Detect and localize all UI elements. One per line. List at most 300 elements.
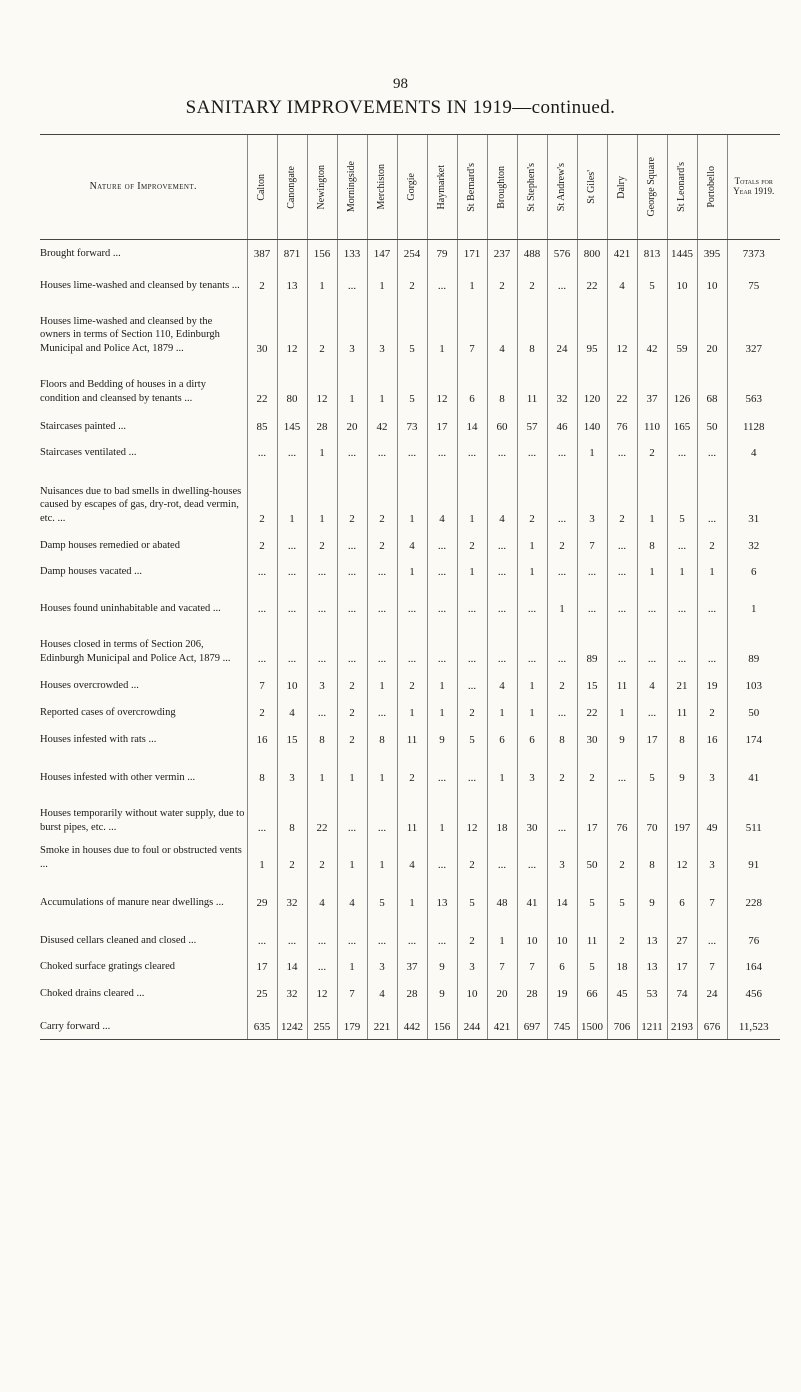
table-cell: 7 xyxy=(487,953,517,979)
row-label: Floors and Bedding of houses in a dirty condition and cleansed by tenants ... xyxy=(40,379,206,404)
table-cell: 11 xyxy=(667,698,697,725)
table-cell: 1 xyxy=(667,558,697,584)
table-cell: 46 xyxy=(547,411,577,439)
district-header-label: George Square xyxy=(646,157,658,217)
page-number: 98 xyxy=(393,76,408,92)
table-cell: 95 xyxy=(577,298,607,361)
table-cell: 110 xyxy=(637,411,667,439)
table-cell: 1 xyxy=(427,790,457,840)
table-cell: 74 xyxy=(667,979,697,1006)
table-cell: 1 xyxy=(367,840,397,877)
table-cell: 1 xyxy=(337,953,367,979)
table-cell: 13 xyxy=(637,953,667,979)
table-cell: 145 xyxy=(277,411,307,439)
table-cell: 1 xyxy=(517,671,547,698)
table-cell: 30 xyxy=(577,725,607,752)
table-cell: ... xyxy=(367,790,397,840)
table-cell: 32 xyxy=(547,361,577,411)
table-cell: 2 xyxy=(637,439,667,465)
table-cell: 8 xyxy=(667,725,697,752)
table-cell: 1 xyxy=(517,531,547,558)
table-cell: 813 xyxy=(637,240,667,266)
table-cell: 11 xyxy=(397,790,427,840)
table-cell: 5 xyxy=(457,877,487,915)
table-cell: ... xyxy=(547,621,577,671)
table-cell: ... xyxy=(487,621,517,671)
table-cell: 7 xyxy=(517,953,547,979)
table-cell: 1 xyxy=(307,465,337,531)
row-label: Houses closed in terms of Section 206, Edinburgh Municipal and Police Act, 1879 ... xyxy=(40,639,231,664)
table-cell: ... xyxy=(457,439,487,465)
table-cell: ... xyxy=(337,558,367,584)
table-cell: 16 xyxy=(247,725,277,752)
table-cell: 2 xyxy=(247,698,277,725)
table-cell: 76 xyxy=(607,411,637,439)
row-label: Houses lime-washed and cleansed by the owners in terms of Section 110, Edinburgh Municipal and Police Act, 1879 ... xyxy=(40,315,220,354)
row-total: 91 xyxy=(727,840,780,877)
table-cell: 171 xyxy=(457,240,487,266)
table-cell: 17 xyxy=(667,953,697,979)
table-cell: 1 xyxy=(427,698,457,725)
table-cell: 9 xyxy=(637,877,667,915)
table-cell: ... xyxy=(277,439,307,465)
table-cell: 237 xyxy=(487,240,517,266)
table-cell: ... xyxy=(397,915,427,953)
table-cell: ... xyxy=(607,558,637,584)
district-header-label: St Leonard's xyxy=(676,162,688,212)
table-cell: 871 xyxy=(277,240,307,266)
table-cell: 2 xyxy=(307,840,337,877)
table-cell: ... xyxy=(697,584,727,621)
table-cell: ... xyxy=(307,953,337,979)
table-cell: 5 xyxy=(667,465,697,531)
table-row xyxy=(40,439,780,465)
table-cell: 3 xyxy=(367,298,397,361)
district-header-label: Merchiston xyxy=(376,164,388,210)
table-cell: 8 xyxy=(547,725,577,752)
table-cell: 8 xyxy=(637,531,667,558)
table-cell: 2 xyxy=(247,465,277,531)
table-cell: ... xyxy=(247,584,277,621)
table-cell: 1 xyxy=(457,266,487,298)
table-cell: 156 xyxy=(307,240,337,266)
table-cell: 18 xyxy=(607,953,637,979)
table-cell: 4 xyxy=(397,840,427,877)
district-header xyxy=(247,135,277,240)
table-cell: 1 xyxy=(307,266,337,298)
table-cell: 1 xyxy=(607,698,637,725)
table-cell: 25 xyxy=(247,979,277,1006)
table-row xyxy=(40,698,780,725)
table-cell: 10 xyxy=(517,915,547,953)
table-cell: 1 xyxy=(487,752,517,790)
table-cell: ... xyxy=(667,531,697,558)
table-cell: 17 xyxy=(637,725,667,752)
table-cell: 3 xyxy=(697,840,727,877)
row-label: Houses infested with rats ... xyxy=(40,733,157,745)
table-cell: 1 xyxy=(637,465,667,531)
table-cell: ... xyxy=(517,621,547,671)
table-cell: 2 xyxy=(607,840,637,877)
table-cell: ... xyxy=(547,558,577,584)
table-cell: 1 xyxy=(337,752,367,790)
table-cell: ... xyxy=(547,439,577,465)
table-cell: 3 xyxy=(457,953,487,979)
table-row xyxy=(40,979,780,1006)
table-cell: 5 xyxy=(577,877,607,915)
table-row xyxy=(40,671,780,698)
table-cell: 10 xyxy=(457,979,487,1006)
table-row xyxy=(40,790,780,840)
table-cell: 197 xyxy=(667,790,697,840)
table-cell: 5 xyxy=(457,725,487,752)
table-cell: 387 xyxy=(247,240,277,266)
table-cell: 2 xyxy=(457,698,487,725)
table-cell: 5 xyxy=(607,877,637,915)
row-label: Houses infested with other vermin ... xyxy=(40,771,196,783)
table-cell: 70 xyxy=(637,790,667,840)
table-cell: ... xyxy=(307,558,337,584)
table-cell: 3 xyxy=(517,752,547,790)
nature-of-improvement-header: Nature of Improvement. xyxy=(40,135,247,240)
table-cell: 13 xyxy=(277,266,307,298)
table-cell: 1 xyxy=(547,584,577,621)
table-cell: 2 xyxy=(367,465,397,531)
table-cell: 2 xyxy=(577,752,607,790)
table-cell: 2 xyxy=(697,531,727,558)
table-cell: ... xyxy=(547,465,577,531)
table-cell: 2 xyxy=(337,671,367,698)
table-cell: 8 xyxy=(247,752,277,790)
table-cell: 9 xyxy=(667,752,697,790)
table-cell: ... xyxy=(697,439,727,465)
table-cell: ... xyxy=(457,584,487,621)
row-total: 174 xyxy=(727,725,780,752)
row-total: 32 xyxy=(727,531,780,558)
table-cell: 147 xyxy=(367,240,397,266)
row-label: Smoke in houses due to foul or obstructed vents ... xyxy=(40,845,242,870)
table-cell: 32 xyxy=(277,877,307,915)
table-cell: ... xyxy=(697,621,727,671)
table-cell: 11 xyxy=(517,361,547,411)
table-cell: ... xyxy=(487,840,517,877)
table-cell: 4 xyxy=(277,698,307,725)
table-cell: 421 xyxy=(487,1006,517,1040)
table-row xyxy=(40,298,780,361)
table-cell: 133 xyxy=(337,240,367,266)
table-cell: 14 xyxy=(277,953,307,979)
row-total: 50 xyxy=(727,698,780,725)
table-cell: 22 xyxy=(607,361,637,411)
table-cell: ... xyxy=(607,752,637,790)
table-row xyxy=(40,558,780,584)
table-cell: 37 xyxy=(397,953,427,979)
table-header-row xyxy=(40,135,780,240)
table-cell: 5 xyxy=(637,752,667,790)
table-cell: 2 xyxy=(397,752,427,790)
table-cell: 1 xyxy=(367,671,397,698)
row-label: Reported cases of overcrowding xyxy=(40,706,176,718)
table-cell: 1500 xyxy=(577,1006,607,1040)
improvements-table-wrapper xyxy=(40,134,780,1040)
table-cell: 17 xyxy=(577,790,607,840)
table-cell: 421 xyxy=(607,240,637,266)
district-header-label: St Stephen's xyxy=(526,162,538,212)
table-cell: 50 xyxy=(577,840,607,877)
table-cell: 50 xyxy=(697,411,727,439)
table-cell: 8 xyxy=(277,790,307,840)
table-cell: ... xyxy=(697,465,727,531)
table-cell: ... xyxy=(487,584,517,621)
table-cell: 4 xyxy=(367,979,397,1006)
table-cell: 20 xyxy=(697,298,727,361)
row-total: 31 xyxy=(727,465,780,531)
table-row xyxy=(40,266,780,298)
table-cell: 2 xyxy=(547,752,577,790)
table-cell: ... xyxy=(247,439,277,465)
table-cell: 800 xyxy=(577,240,607,266)
table-cell: 676 xyxy=(697,1006,727,1040)
table-cell: ... xyxy=(637,584,667,621)
table-cell: ... xyxy=(277,531,307,558)
table-cell: 2 xyxy=(337,725,367,752)
table-cell: ... xyxy=(397,621,427,671)
table-cell: 60 xyxy=(487,411,517,439)
row-label: Houses overcrowded ... xyxy=(40,679,139,691)
table-cell: 10 xyxy=(697,266,727,298)
district-header-label: Morningside xyxy=(346,161,358,213)
row-total: 228 xyxy=(727,877,780,915)
table-cell: 7 xyxy=(337,979,367,1006)
sanitary-improvements-table xyxy=(40,134,780,1040)
table-cell: 1 xyxy=(397,877,427,915)
table-cell: ... xyxy=(637,621,667,671)
table-cell: 7 xyxy=(697,953,727,979)
table-cell: 68 xyxy=(697,361,727,411)
table-cell: 7 xyxy=(457,298,487,361)
district-header-label: Portobello xyxy=(706,166,718,208)
table-cell: 2 xyxy=(397,266,427,298)
table-cell: 79 xyxy=(427,240,457,266)
table-cell: ... xyxy=(577,558,607,584)
table-cell: ... xyxy=(427,621,457,671)
table-cell: 30 xyxy=(247,298,277,361)
table-cell: 66 xyxy=(577,979,607,1006)
table-cell: 6 xyxy=(457,361,487,411)
table-cell: 9 xyxy=(427,979,457,1006)
district-header xyxy=(457,135,487,240)
table-cell: 9 xyxy=(427,953,457,979)
table-row xyxy=(40,361,780,411)
table-cell: 1 xyxy=(397,558,427,584)
table-cell: 4 xyxy=(637,671,667,698)
district-header xyxy=(517,135,547,240)
district-header-label: Dalry xyxy=(616,175,628,199)
row-total: 4 xyxy=(727,439,780,465)
table-cell: 16 xyxy=(697,725,727,752)
table-cell: ... xyxy=(607,439,637,465)
table-cell: 45 xyxy=(607,979,637,1006)
table-cell: ... xyxy=(457,752,487,790)
table-cell: 2 xyxy=(457,915,487,953)
table-cell: ... xyxy=(397,439,427,465)
district-header xyxy=(667,135,697,240)
table-cell: 1 xyxy=(247,840,277,877)
table-cell: 22 xyxy=(577,266,607,298)
table-cell: 1 xyxy=(457,465,487,531)
table-cell: 12 xyxy=(607,298,637,361)
table-row xyxy=(40,411,780,439)
table-cell: 5 xyxy=(367,877,397,915)
table-cell: ... xyxy=(547,698,577,725)
table-row xyxy=(40,840,780,877)
table-cell: ... xyxy=(397,584,427,621)
row-total: 103 xyxy=(727,671,780,698)
table-cell: 2 xyxy=(307,298,337,361)
table-cell: 120 xyxy=(577,361,607,411)
table-cell: 37 xyxy=(637,361,667,411)
table-cell: ... xyxy=(307,584,337,621)
table-cell: 29 xyxy=(247,877,277,915)
table-cell: 6 xyxy=(667,877,697,915)
table-cell: 5 xyxy=(637,266,667,298)
table-cell: 12 xyxy=(667,840,697,877)
table-cell: 576 xyxy=(547,240,577,266)
table-cell: 4 xyxy=(397,531,427,558)
table-cell: ... xyxy=(667,621,697,671)
table-cell: 14 xyxy=(547,877,577,915)
district-header xyxy=(547,135,577,240)
table-cell: 3 xyxy=(307,671,337,698)
table-cell: 24 xyxy=(697,979,727,1006)
table-cell: 2 xyxy=(457,531,487,558)
table-cell: 2 xyxy=(247,266,277,298)
table-cell: ... xyxy=(427,558,457,584)
row-total: 511 xyxy=(727,790,780,840)
table-cell: 14 xyxy=(457,411,487,439)
table-cell: 28 xyxy=(307,411,337,439)
table-cell: 10 xyxy=(277,671,307,698)
table-cell: 11 xyxy=(577,915,607,953)
table-cell: ... xyxy=(337,790,367,840)
table-cell: 2 xyxy=(607,915,637,953)
table-cell: ... xyxy=(337,584,367,621)
table-cell: 2 xyxy=(397,671,427,698)
table-cell: 42 xyxy=(637,298,667,361)
table-cell: 41 xyxy=(517,877,547,915)
table-cell: 1 xyxy=(367,752,397,790)
table-row xyxy=(40,752,780,790)
row-total: 11,523 xyxy=(727,1006,780,1040)
table-cell: 244 xyxy=(457,1006,487,1040)
table-row xyxy=(40,621,780,671)
table-cell: ... xyxy=(337,439,367,465)
table-cell: 80 xyxy=(277,361,307,411)
table-cell: 126 xyxy=(667,361,697,411)
table-row xyxy=(40,915,780,953)
table-cell: 5 xyxy=(397,361,427,411)
table-cell: 22 xyxy=(247,361,277,411)
table-cell: ... xyxy=(337,915,367,953)
district-header xyxy=(367,135,397,240)
table-cell: 3 xyxy=(697,752,727,790)
table-cell: 6 xyxy=(547,953,577,979)
table-cell: 22 xyxy=(577,698,607,725)
table-cell: ... xyxy=(307,698,337,725)
table-cell: 9 xyxy=(607,725,637,752)
table-cell: ... xyxy=(277,621,307,671)
table-cell: 1 xyxy=(697,558,727,584)
table-cell: 635 xyxy=(247,1006,277,1040)
row-label: Choked drains cleared ... xyxy=(40,987,145,999)
row-label: Nuisances due to bad smells in dwelling-houses caused by escapes of gas, dry-rot, dead vermin, etc. ... xyxy=(40,485,242,524)
row-label: Choked surface gratings cleared xyxy=(40,960,175,972)
table-cell: 745 xyxy=(547,1006,577,1040)
table-cell: 2 xyxy=(547,671,577,698)
table-cell: 19 xyxy=(547,979,577,1006)
table-cell: ... xyxy=(277,584,307,621)
table-cell: 48 xyxy=(487,877,517,915)
row-label: Damp houses remedied or abated xyxy=(40,539,180,551)
table-cell: 2 xyxy=(247,531,277,558)
district-header xyxy=(637,135,667,240)
table-cell: 1 xyxy=(367,361,397,411)
district-header-label: Calton xyxy=(256,173,268,201)
table-cell: 2193 xyxy=(667,1006,697,1040)
table-cell: 2 xyxy=(307,531,337,558)
table-cell: 7 xyxy=(577,531,607,558)
table-cell: 30 xyxy=(517,790,547,840)
table-cell: 76 xyxy=(607,790,637,840)
table-cell: 12 xyxy=(307,361,337,411)
table-body xyxy=(40,240,780,1040)
table-cell: 4 xyxy=(487,298,517,361)
table-cell: 179 xyxy=(337,1006,367,1040)
table-cell: 28 xyxy=(397,979,427,1006)
table-cell: 22 xyxy=(307,790,337,840)
table-row xyxy=(40,1006,780,1040)
row-total: 456 xyxy=(727,979,780,1006)
table-cell: ... xyxy=(247,790,277,840)
table-cell: 395 xyxy=(697,240,727,266)
table-cell: 12 xyxy=(277,298,307,361)
table-cell: 1 xyxy=(277,465,307,531)
row-label: Staircases ventilated ... xyxy=(40,446,137,458)
table-cell: ... xyxy=(427,915,457,953)
table-cell: 3 xyxy=(277,752,307,790)
table-cell: ... xyxy=(577,584,607,621)
table-cell: 2 xyxy=(367,531,397,558)
table-cell: 2 xyxy=(547,531,577,558)
row-total: 327 xyxy=(727,298,780,361)
table-row xyxy=(40,725,780,752)
table-cell: 165 xyxy=(667,411,697,439)
table-cell: ... xyxy=(307,621,337,671)
table-cell: 2 xyxy=(517,266,547,298)
table-cell: 12 xyxy=(427,361,457,411)
table-cell: 10 xyxy=(547,915,577,953)
table-cell: 3 xyxy=(337,298,367,361)
table-cell: 73 xyxy=(397,411,427,439)
table-cell: 2 xyxy=(337,465,367,531)
table-cell: ... xyxy=(427,840,457,877)
table-cell: 12 xyxy=(457,790,487,840)
district-header xyxy=(427,135,457,240)
table-cell: 1 xyxy=(397,698,427,725)
row-label: Houses lime-washed and cleansed by tenants ... xyxy=(40,279,240,291)
table-cell: ... xyxy=(517,439,547,465)
row-label: Disused cellars cleaned and closed ... xyxy=(40,934,197,946)
